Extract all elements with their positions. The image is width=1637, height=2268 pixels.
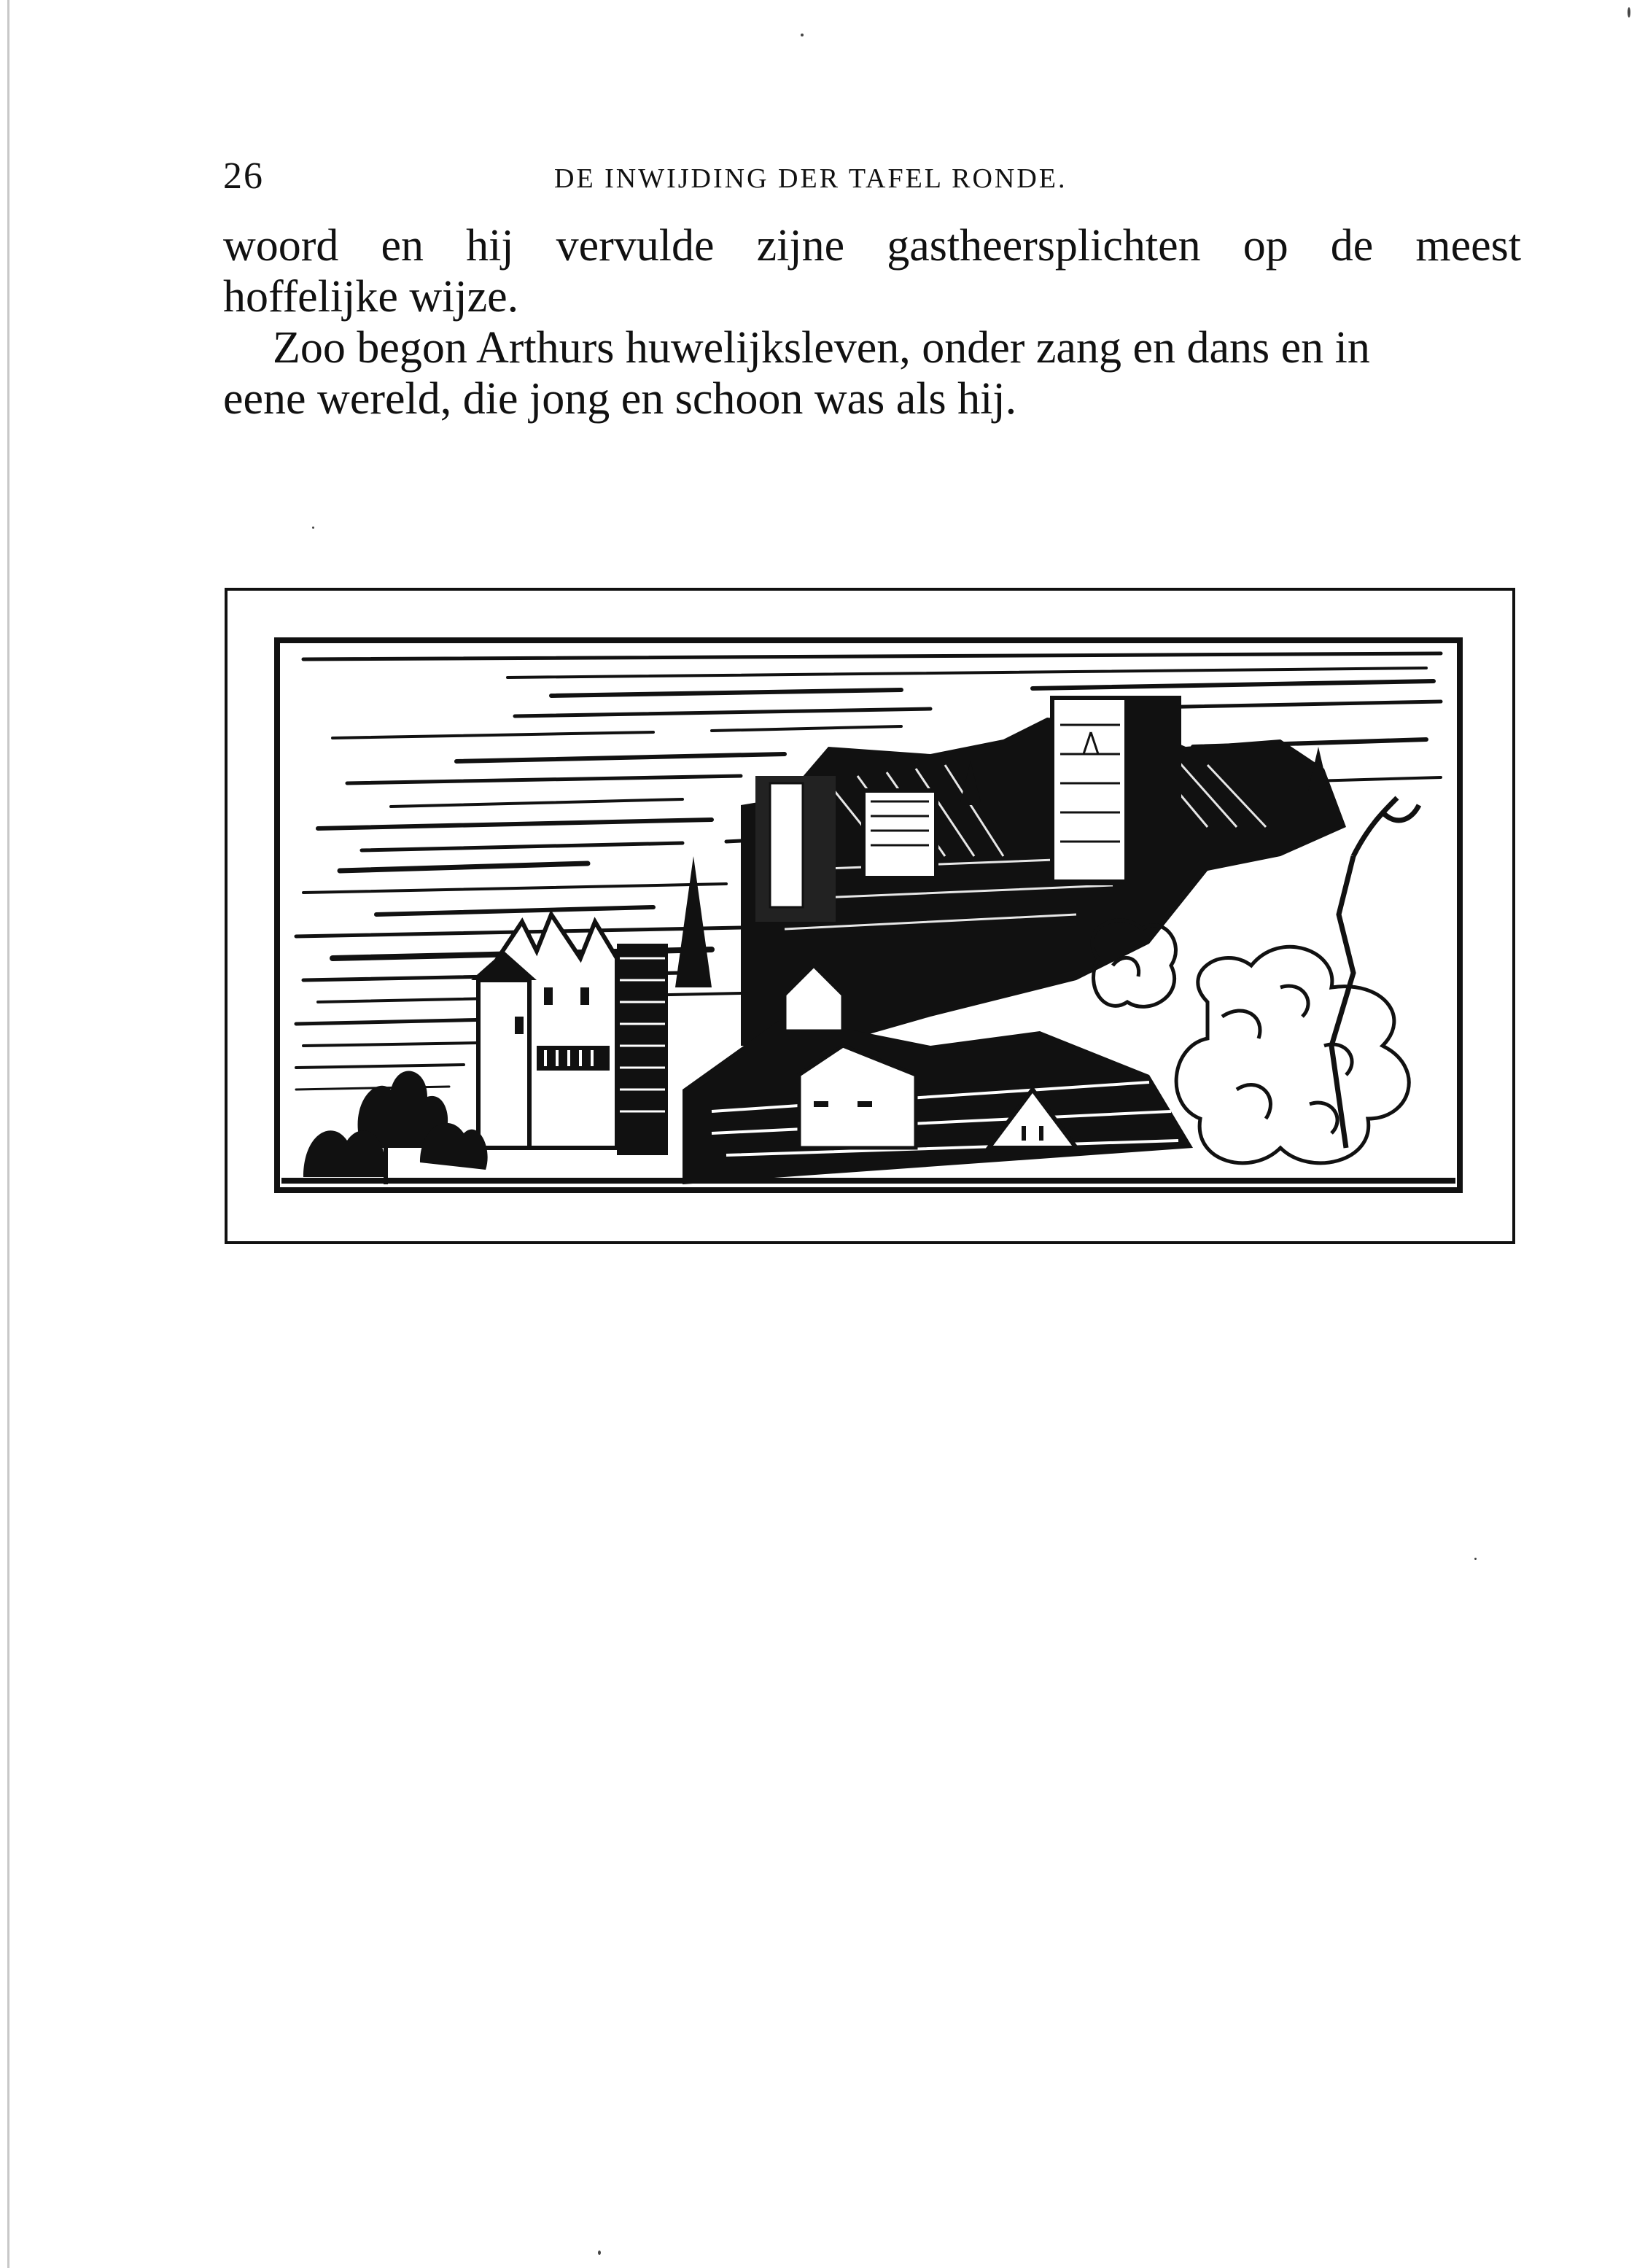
figure-frame: [225, 588, 1515, 1244]
castle-illustration: [274, 637, 1463, 1193]
paper-speck: [801, 34, 804, 36]
left-houses: [471, 914, 668, 1155]
page-edge: [7, 0, 9, 2268]
paper-speck: [312, 527, 314, 529]
running-title: DE INWIJDING DER TAFEL RONDE.: [554, 163, 1068, 194]
text-line-4: eene wereld, die jong en schoon was als hij.: [223, 374, 1017, 424]
paper-speck: [1474, 1558, 1477, 1560]
body-text: [223, 220, 1521, 424]
page-number: 26: [223, 155, 264, 197]
text-line-2: hoffelijke wijze.: [223, 272, 519, 322]
paper-speck: [598, 2250, 601, 2255]
text-line-3: Zoo begon Arthurs huwelijksleven, onder zang en dans en in: [273, 323, 1370, 373]
text-line-1: woord en hij vervulde zijne gastheersplichten op de meest: [223, 221, 1521, 271]
paper-speck: [1628, 7, 1630, 18]
